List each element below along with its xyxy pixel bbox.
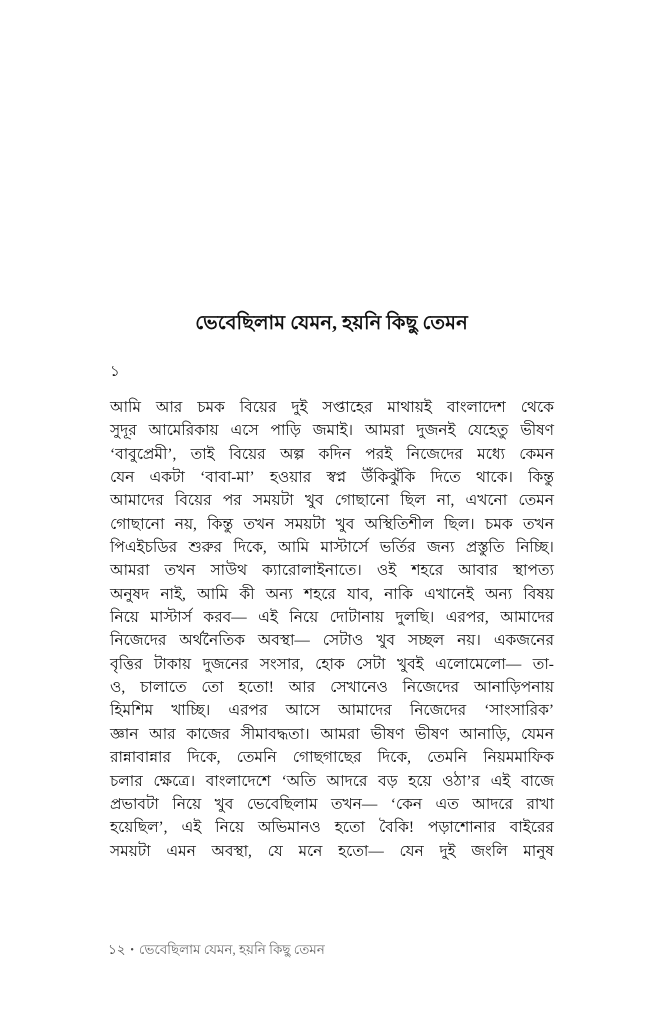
body-word: দিতে (430, 469, 461, 487)
body-word: নয়, (174, 515, 197, 533)
body-line (110, 443, 554, 466)
body-word: ‘সাংসারিক’ (484, 702, 554, 720)
body-line (110, 676, 554, 699)
body-word: আর (288, 679, 316, 697)
body-word: আমি (278, 539, 310, 557)
body-word: আমাদের (110, 492, 164, 510)
body-word: তেমন (518, 492, 554, 510)
body-word: সুদূর (110, 422, 137, 440)
body-word: দুজনের (202, 655, 249, 673)
body-word: যেন (399, 842, 424, 860)
chapter-title: ভেবেছিলাম যেমন, হয়নি কিছু তেমন (195, 313, 468, 335)
body-word: তেমনি (427, 749, 468, 767)
body-word: কাজের (186, 725, 230, 743)
body-word: আবার (458, 562, 498, 580)
body-word: না, (436, 492, 455, 510)
body-word: ছিল। (443, 515, 475, 533)
body-word: বাজে (520, 772, 554, 790)
body-word: তাই (190, 445, 215, 463)
body-line (110, 419, 554, 442)
body-word: সাউথ (210, 562, 248, 580)
body-word: আমি (197, 585, 229, 603)
body-word: ভেবেছিলাম (246, 795, 318, 813)
body-word: অবস্থা, (211, 842, 252, 860)
body-word: এই (181, 819, 202, 837)
body-word: করব— (203, 609, 247, 627)
body-word: সেখানেও (330, 679, 388, 697)
body-word: শহরে (411, 562, 444, 580)
body-word: হয়ে (408, 772, 432, 790)
body-line (110, 396, 554, 419)
body-word: গোছগাছের (292, 749, 362, 767)
body-word: দোটানায় (329, 609, 384, 627)
body-word: চালাতে (140, 679, 187, 697)
body-line (110, 653, 554, 676)
body-word: অবস্থা— (257, 632, 310, 650)
body-word: তো (201, 679, 224, 697)
body-word: বৈকি! (378, 819, 415, 837)
body-word: মাস্টার্স (150, 609, 192, 627)
body-word: আমাদের (338, 702, 392, 720)
body-word: এই (258, 609, 278, 627)
body-word: আমরা (110, 562, 150, 580)
body-word: দিকে, (377, 749, 411, 767)
body-word: নাই, (160, 585, 186, 603)
body-word: এরপর (228, 702, 268, 720)
body-word: হয়েছিল’, (110, 819, 168, 837)
body-word: ‘অতি (281, 772, 316, 790)
body-line (110, 489, 554, 512)
body-line (110, 840, 554, 863)
body-word: খুব (304, 492, 324, 510)
body-line (110, 536, 554, 559)
body-word: গোছানো (110, 515, 165, 533)
body-word: বিষয় (523, 585, 554, 603)
body-word: এখনো (465, 492, 508, 510)
body-word: দুজনই (416, 422, 456, 440)
body-word: আসে (285, 702, 320, 720)
body-word: সীমাবদ্ধতা। (240, 725, 310, 743)
body-word: ভীষণ (415, 725, 449, 743)
body-word: দিকে, (233, 539, 267, 557)
body-word: অন্য (485, 585, 513, 603)
body-word: অভিমানও (257, 819, 321, 837)
body-word: মাস্টার্সে (320, 539, 369, 557)
body-line (110, 723, 554, 746)
body-text-block (110, 396, 554, 863)
body-word: আনাড়ি, (459, 725, 511, 743)
body-word: হোক (315, 655, 345, 673)
body-word: ভীষণ (370, 725, 405, 743)
body-word: আনাড়িপনায় (473, 679, 554, 697)
body-word: জ্ঞান (110, 725, 139, 743)
body-word: পড়াশোনার (428, 819, 496, 837)
body-word: নিচ্ছি। (515, 539, 554, 557)
body-line (110, 770, 554, 793)
body-word: মনে (298, 842, 323, 860)
body-word: নাকি (384, 585, 413, 603)
body-word: থেকে (520, 399, 554, 416)
body-word: আর (155, 399, 183, 416)
body-word: ওই (376, 562, 397, 580)
body-line (110, 606, 554, 629)
body-word: বাংলাদেশে (205, 772, 271, 790)
body-word: চমক (485, 515, 513, 533)
body-word: নিজেদের (409, 702, 467, 720)
body-word: মাথায়ই (387, 399, 432, 416)
body-word: জমাই। (312, 422, 354, 440)
body-word: হতো! (238, 679, 274, 697)
body-word: আদরে (472, 795, 513, 813)
running-title: ভেবেছিলাম যেমন, হয়নি কিছু তেমন (138, 942, 325, 957)
body-word: এমন (166, 842, 196, 860)
body-word: গোছানো (334, 492, 390, 510)
body-word: দুই (291, 399, 308, 416)
body-word: সেটাও (322, 632, 364, 650)
body-word: বাইরের (509, 819, 554, 837)
body-word: এসে (230, 422, 259, 440)
body-word: মানুষ (523, 842, 554, 860)
body-word: যাব, (347, 585, 373, 603)
body-word: খুব (214, 795, 234, 813)
body-word: প্রস্তুতি (465, 539, 505, 557)
body-line (110, 793, 554, 816)
body-word: নিয়ে (110, 609, 139, 627)
body-word: সময়টা (284, 515, 326, 533)
body-word: কিন্তু (528, 469, 554, 487)
body-word: আমাদের (500, 609, 554, 627)
body-word: পাড়ি (270, 422, 301, 440)
body-line (110, 699, 554, 722)
body-word: হতো— (338, 842, 384, 860)
body-line (110, 559, 554, 582)
body-word: নিয়মমাফিক (483, 749, 554, 767)
body-line (110, 583, 554, 606)
body-word: নিয়ে (289, 609, 319, 627)
body-word: স্থাপত্য (512, 562, 554, 580)
running-foot (108, 941, 325, 958)
body-word: আদরে (326, 772, 368, 790)
body-word: প্রভাবটা (110, 795, 159, 813)
body-word: ছিল (400, 492, 426, 510)
body-word: ভর্তির (379, 539, 416, 557)
body-word: বিয়ের (239, 399, 277, 416)
body-line (110, 513, 554, 536)
body-word: সচ্ছল (407, 632, 445, 650)
body-word: কিন্তু (207, 515, 234, 533)
body-word: তা- (532, 655, 554, 673)
body-word: আমরা (320, 725, 360, 743)
body-word: খুবই (396, 655, 424, 673)
body-word: চমক (197, 399, 225, 416)
body-word: যে (267, 842, 283, 860)
body-word: বৃত্তির (110, 655, 143, 673)
body-word: তখন— (330, 795, 378, 813)
body-word: অস্থিতিশীল (364, 515, 434, 533)
body-word: যেমন (521, 725, 554, 743)
body-word: এত (435, 795, 459, 813)
body-word: সপ্তাহের (322, 399, 373, 416)
body-word: এরপর, (445, 609, 489, 627)
body-word: দুলছি। (395, 609, 435, 627)
body-word: কেমন (519, 445, 554, 463)
body-word: জংলি (471, 842, 508, 860)
section-number: ১ (110, 364, 120, 380)
body-word: সংসার, (259, 655, 304, 673)
body-word: বিয়ের (174, 492, 212, 510)
body-word: রান্নাবান্নার (110, 749, 171, 767)
body-word: আমি (110, 399, 141, 416)
body-word: বাংলাদেশ (446, 399, 506, 416)
body-word: অল্প (279, 445, 305, 463)
body-word: আমরা (365, 422, 405, 440)
body-word: পর (222, 492, 242, 510)
body-word: পিএইচডির (110, 539, 178, 557)
body-line (110, 629, 554, 652)
body-word: খুব (335, 515, 355, 533)
body-word: রাখা (526, 795, 554, 813)
body-word: খাচ্ছি। (171, 702, 211, 720)
body-word: একটা (149, 469, 185, 487)
body-word: শহরে (304, 585, 336, 603)
body-word: ভীষণ (520, 422, 554, 440)
body-word: অন্য (265, 585, 293, 603)
body-word: শুরুর (188, 539, 223, 557)
body-word: হিমশিম (110, 702, 154, 720)
body-word: যেন (110, 469, 135, 487)
body-word: দুই (439, 842, 456, 860)
body-word: চলার (110, 772, 143, 790)
body-word: এখানেই (424, 585, 474, 603)
body-line (110, 466, 554, 489)
body-word: নিজেদের (402, 679, 459, 697)
body-word: নয়। (457, 632, 481, 650)
body-word: সেটা (356, 655, 386, 673)
body-word: একজনের (493, 632, 554, 650)
body-word: কী (239, 585, 255, 603)
footer-separator-bullet: • (130, 945, 134, 957)
body-word: তখন (164, 562, 196, 580)
body-word: দিকে, (187, 749, 221, 767)
body-word: জন্য (427, 539, 455, 557)
body-line (110, 746, 554, 769)
body-word: হতো (334, 819, 365, 837)
body-word: তখন (523, 515, 554, 533)
body-word: নিয়ে (172, 795, 202, 813)
body-word: ‘কেন (390, 795, 423, 813)
body-word: কদিন (318, 445, 352, 463)
body-word: ক্ষেত্রে। (153, 772, 196, 790)
body-word: তখন (243, 515, 275, 533)
body-word: অর্থনৈতিক (179, 632, 245, 650)
body-word: খুব (376, 632, 395, 650)
body-word: ও, (110, 679, 126, 697)
body-word: ক্যারোলাইনাতে। (262, 562, 362, 580)
body-word: যেহেতু (467, 422, 509, 440)
body-word: টাকায় (153, 655, 192, 673)
body-word: উঁকিঝুঁকি (361, 469, 416, 487)
body-word: বড় (378, 772, 398, 790)
body-line (110, 816, 554, 839)
body-word: এলোমেলো— (435, 655, 522, 673)
body-word: ‘বাবুপ্রেমী’, (110, 445, 177, 463)
body-word: ওঠা’র (442, 772, 480, 790)
body-word: নিয়ে (215, 819, 245, 837)
body-word: থাকে। (475, 469, 513, 487)
body-word: বিয়ের (228, 445, 266, 463)
body-word: পরই (365, 445, 393, 463)
page-number: ১২ (108, 942, 126, 957)
body-word: মধ্যে (477, 445, 505, 463)
body-word: স্বপ্ন (326, 469, 346, 487)
body-word: এই (490, 772, 511, 790)
body-word: নিজেদের (110, 632, 167, 650)
body-word: আর (149, 725, 176, 743)
body-word: আমেরিকায় (148, 422, 219, 440)
body-word: ‘বাবা-মা’ (200, 469, 255, 487)
body-word: সময়টা (110, 842, 151, 860)
body-word: হওয়ার (269, 469, 312, 487)
body-word: সময়টা (252, 492, 294, 510)
body-word: অনুষদ (110, 585, 150, 603)
body-word: নিজেদের (406, 445, 463, 463)
body-word: তেমনি (236, 749, 277, 767)
